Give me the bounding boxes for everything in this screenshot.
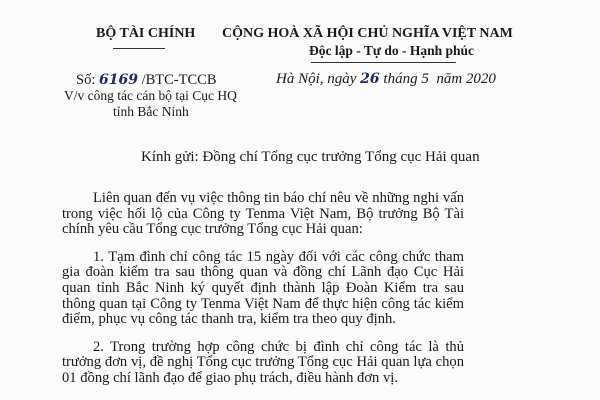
day-handwritten: 26 bbox=[360, 71, 380, 87]
paragraph-item-2: 2. Trong trường hợp công chức bị đình chỉ công tác là thủ trưởng đơn vị, đề nghị Tổng cục trưởng Tổng cục Hải quan lựa chọn 01 đồng chí lãnh đạo để giao phụ trách, điều hành đơn vị. bbox=[62, 338, 464, 386]
number-prefix: Số: bbox=[76, 72, 96, 88]
place-date bbox=[276, 71, 496, 88]
recipient-line: Kính gửi: Đồng chí Tổng cục trưởng Tổng cục Hải quan bbox=[141, 149, 480, 165]
motto: Độc lập - Tự do - Hạnh phúc bbox=[309, 43, 475, 58]
number-handwritten: 6169 bbox=[98, 72, 138, 88]
subject-line-1: V/v công tác cán bộ tại Cục HQ bbox=[64, 88, 237, 103]
month-text: tháng 5 bbox=[383, 71, 429, 87]
paragraph-item-1: 1. Tạm đình chỉ công tác 15 ngày đối với các công chức tham gia đoàn kiểm tra sau thông quan và đồng chí Lãnh đạo Cục Hải quan tỉnh Bắc Ninh ký quyết định thành lập Đoàn Kiểm tra sau thông quan tại Công ty Tenma Việt Nam để thực hiện công tác kiểm điểm, phục vụ công tác thanh tra, kiểm tra theo quy định. bbox=[62, 248, 464, 328]
subject-line-2: tỉnh Bắc Ninh bbox=[113, 104, 189, 119]
year-text: năm 2020 bbox=[436, 71, 496, 87]
agency-underline bbox=[113, 48, 165, 49]
place-date-prefix: Hà Nội, ngày bbox=[276, 71, 357, 87]
agency-name: BỘ TÀI CHÍNH bbox=[96, 26, 196, 41]
paragraph-intro: Liên quan đến vụ việc thông tin báo chí nêu về những nghi vấn trong việc hối lộ của Công ty Tenma Việt Nam, Bộ trưởng Bộ Tài chính yêu cầu Tổng cục trưởng Tổng cục Hải quan: bbox=[62, 190, 464, 238]
nation-title: CỘNG HOÀ XÃ HỘI CHỦ NGHĨA VIỆT NAM bbox=[222, 26, 513, 41]
document-body bbox=[62, 191, 464, 399]
motto-underline bbox=[311, 62, 456, 63]
number-suffix: /BTC-TCCB bbox=[141, 72, 217, 88]
document-number bbox=[76, 72, 217, 89]
